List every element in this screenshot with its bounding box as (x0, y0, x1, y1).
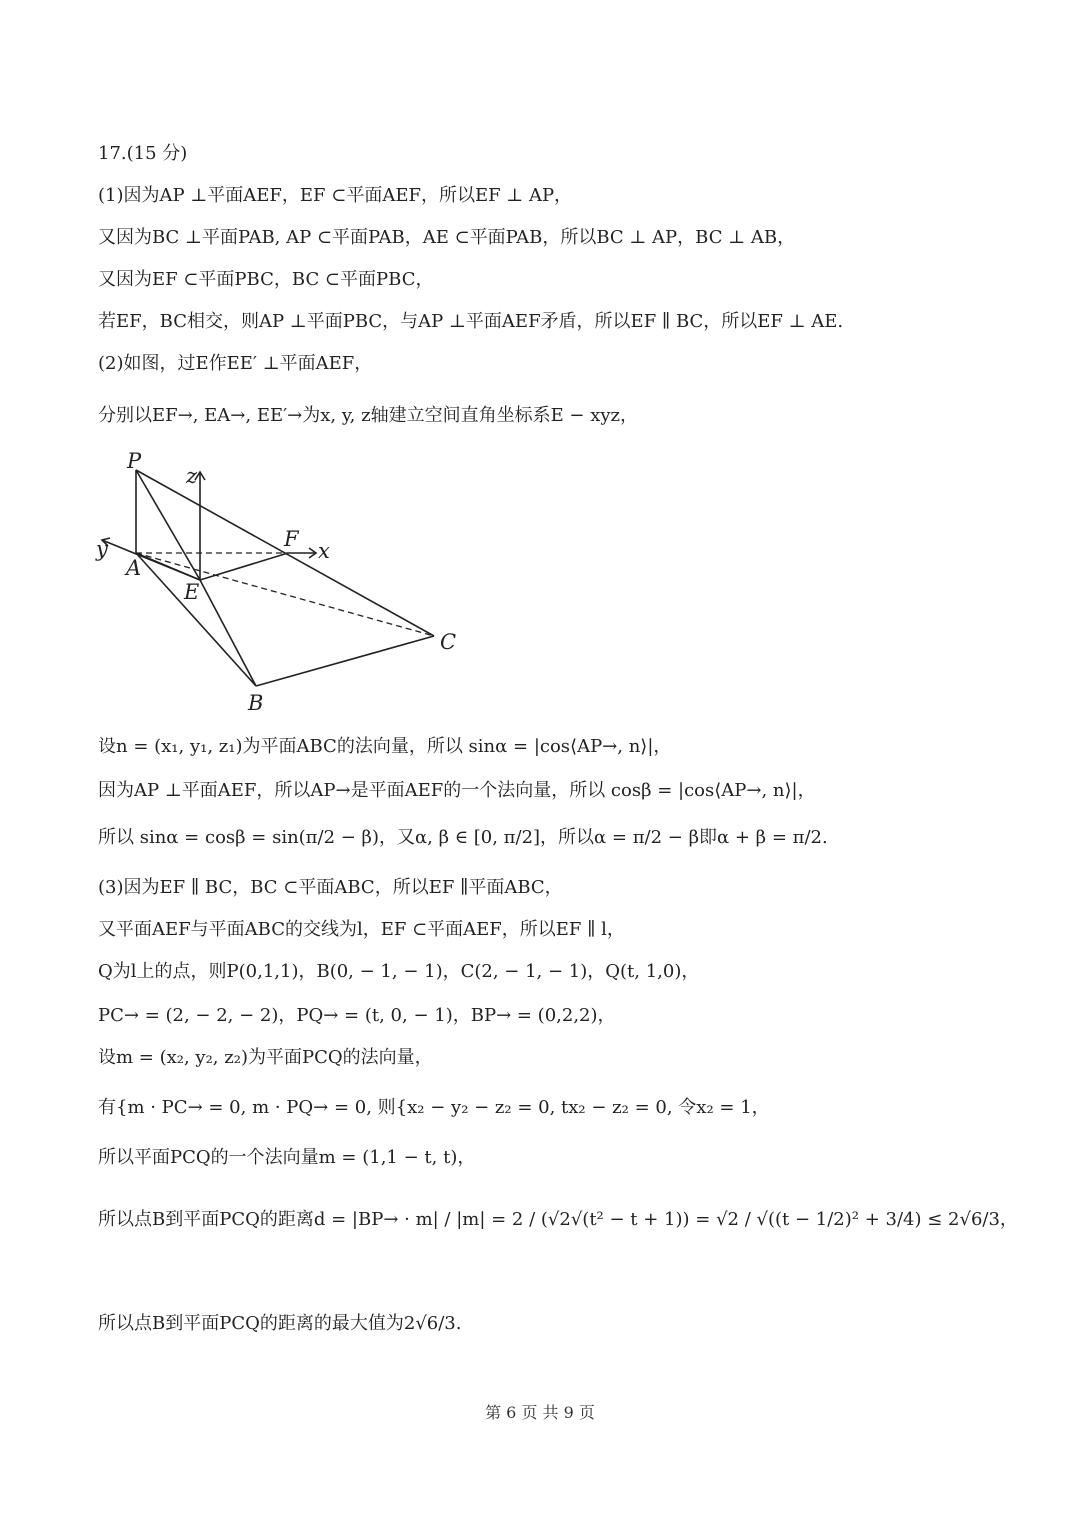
label-F: F (284, 527, 299, 551)
part1-line-2: 又因为BC ⊥平面PAB, AP ⊂平面PAB，AE ⊂平面PAB，所以BC ⊥ AP，BC ⊥ AB， (98, 227, 796, 248)
part3-line-5: 设m = (x₂, y₂, z₂)为平面PCQ的法向量， (98, 1047, 433, 1068)
label-y: y (96, 537, 108, 561)
part2-line-2: 分别以EF→, EA→, EE′→为x, y, z轴建立空间直角坐标系E − xyz， (98, 405, 639, 426)
label-P: P (127, 449, 142, 473)
edge-EF (200, 553, 288, 580)
part3-line-3: Q为l上的点，则P(0,1,1)，B(0, − 1, − 1)，C(2, − 1, − 1)，Q(t, 1,0)， (98, 961, 700, 982)
part2-line-5: 所以 sinα = cosβ = sin(π/2 − β)，又α, β ∈ [0, π/2]，所以α = π/2 − β即α + β = π/2. (98, 827, 828, 848)
part2-line-4: 因为AP ⊥平面AEF，所以AP→是平面AEF的一个法向量，所以 cosβ = |cos⟨AP→, n⟩|， (98, 780, 816, 801)
label-B: B (248, 691, 264, 715)
label-x: x (318, 539, 330, 563)
label-C: C (440, 630, 457, 654)
part3-line-8-distance: 所以点B到平面PCQ的距离d = |BP→ · m| / |m| = 2 / (√2√(t² − t + 1)) = √2 / √((t − 1/2)² + 3/4) ≤ 2√6/3， (98, 1209, 1018, 1230)
label-E: E (184, 580, 200, 604)
part3-line-6-system: 有{m · PC→ = 0, m · PQ→ = 0, 则{x₂ − y₂ − z₂ = 0, tx₂ − z₂ = 0, 令x₂ = 1， (98, 1097, 770, 1118)
part3-line-2: 又平面AEF与平面ABC的交线为l，EF ⊂平面AEF，所以EF ∥ l， (98, 919, 625, 940)
part2-line-3: 设n = (x₁, y₁, z₁)为平面ABC的法向量，所以 sinα = |cos⟨AP→, n⟩|， (98, 736, 672, 757)
question-header: 17.(15 分) (98, 143, 188, 164)
part3-line-4: PC→ = (2, − 2, − 2)，PQ→ = (t, 0, − 1)，BP→ = (0,2,2)， (98, 1005, 616, 1026)
part3-line-9-conclusion: 所以点B到平面PCQ的距离的最大值为2√6/3. (98, 1313, 462, 1334)
part1-line-3: 又因为EF ⊂平面PBC，BC ⊂平面PBC， (98, 269, 434, 290)
geometry-diagram (88, 448, 468, 718)
part3-line-7: 所以平面PCQ的一个法向量m = (1,1 − t, t)， (98, 1147, 476, 1168)
label-z: z (186, 464, 198, 488)
edge-AC-dashed (136, 553, 434, 636)
part2-line-1: (2)如图，过E作EE′ ⊥平面AEF， (98, 353, 373, 374)
part3-line-1: (3)因为EF ∥ BC，BC ⊂平面ABC，所以EF ∥平面ABC， (98, 877, 563, 898)
label-A: A (126, 556, 142, 580)
page-footer: 第 6 页 共 9 页 (485, 1403, 595, 1422)
edge-BC (256, 636, 434, 686)
part1-line-1: (1)因为AP ⊥平面AEF，EF ⊂平面AEF，所以EF ⊥ AP， (98, 185, 573, 206)
part1-line-4: 若EF，BC相交，则AP ⊥平面PBC，与AP ⊥平面AEF矛盾，所以EF ∥ BC，所以EF ⊥ AE. (98, 311, 844, 332)
y-axis (102, 540, 200, 580)
